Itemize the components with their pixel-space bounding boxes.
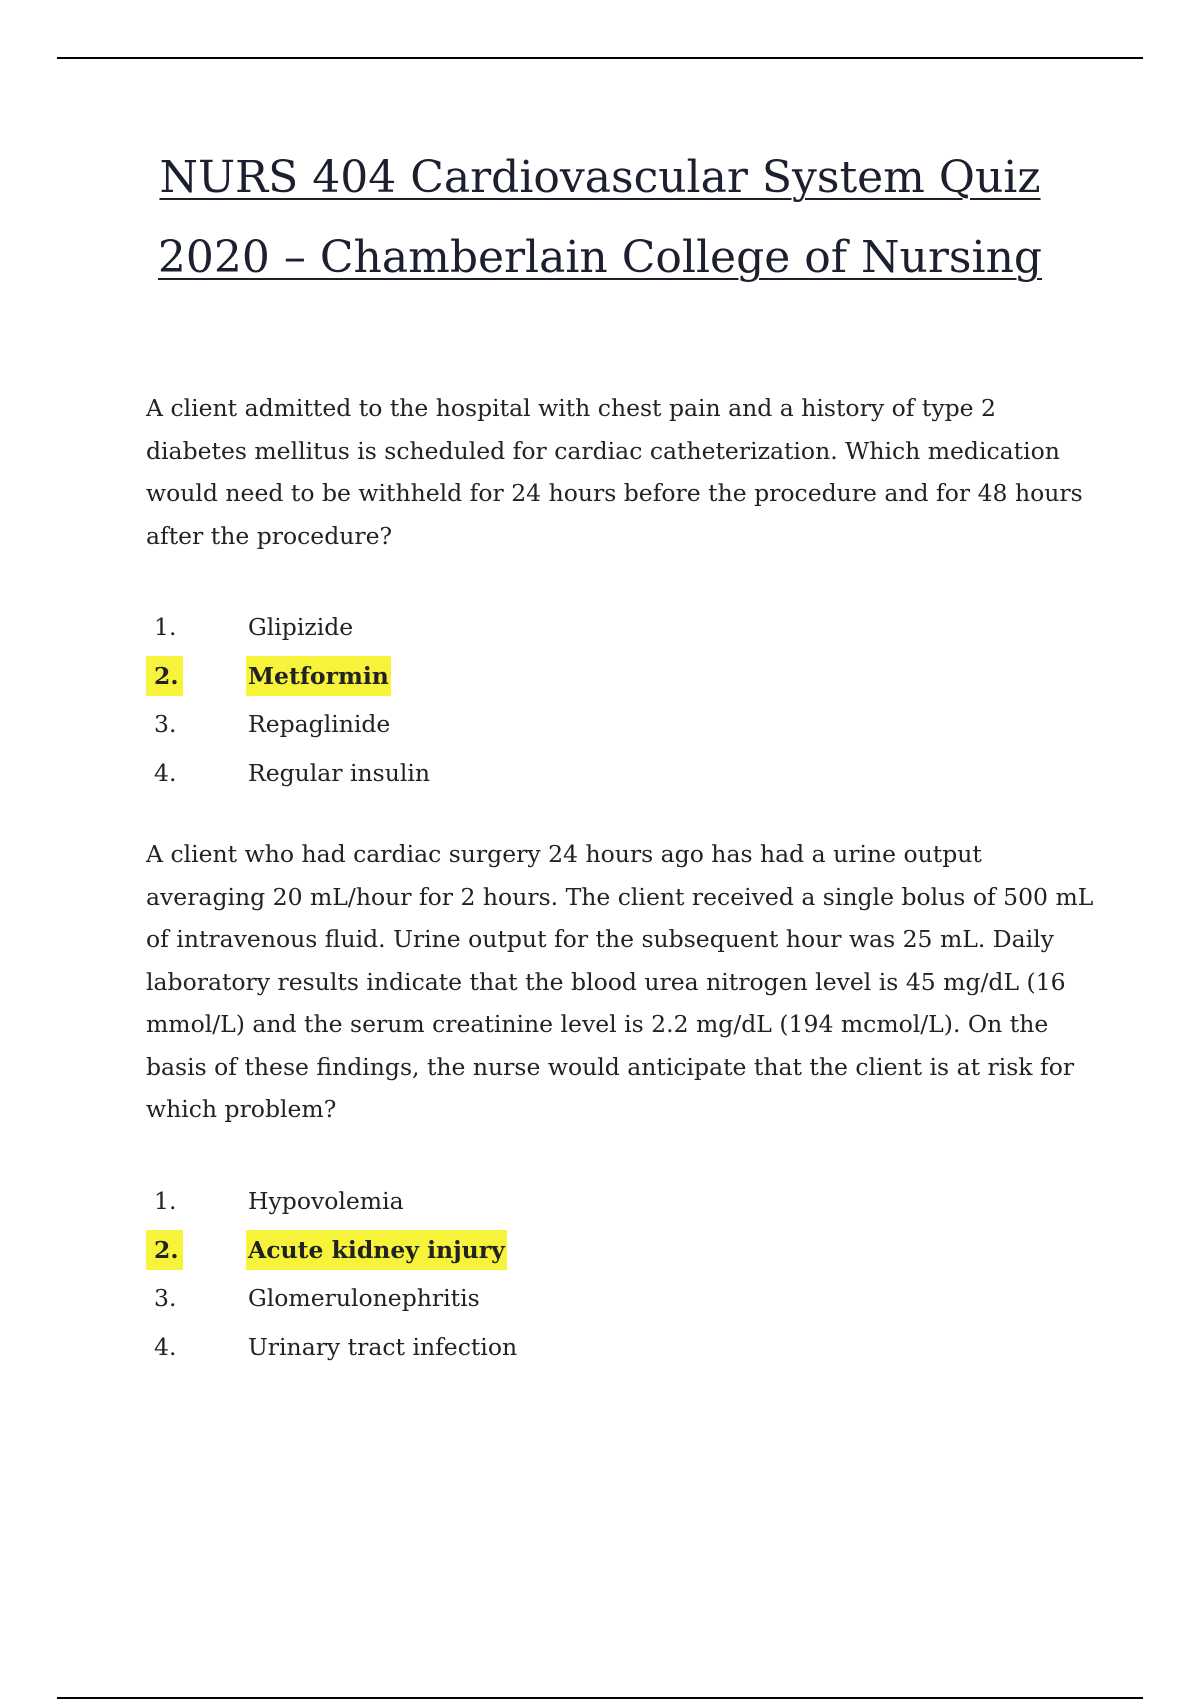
page-title [100,138,1100,298]
option-text: Hypovolemia [248,1187,404,1215]
question-1-option-1 [146,607,1046,656]
footer-rule [57,1697,1143,1699]
option-number: 3. [154,1284,177,1313]
question-2-option-4 [146,1327,1046,1376]
title-line-2: 2020 – Chamberlain College of Nursing [157,232,1043,283]
option-number: 4. [154,758,177,787]
question-1-option-4 [146,753,1046,802]
question-2-text: A client who had cardiac surgery 24 hours ago has had a urine output averaging 20 mL/hour for 2 hours. The client received a single bolus of 500 mL of intravenous fluid. Urine output for the subsequent hour was 25 mL. Daily laboratory results indicate that the blood urea nitrogen level is 45 mg/dL (16 mmol/L) and the serum creatinine level is 2.2 mg/dL (194 mcmol/L). On the basis of these findings, the nurse would anticipate that the client is at risk for which problem? [146,840,1094,1123]
option-number: 4. [154,1332,177,1361]
question-1-option-2-correct [146,656,1046,705]
option-text: Glipizide [248,613,354,641]
option-number: 2. [146,656,183,696]
option-number: 3. [154,710,177,739]
question-2-option-3 [146,1278,1046,1327]
question-2-options [146,1181,1046,1375]
option-number: 1. [154,1187,177,1215]
question-1-text: A client admitted to the hospital with chest pain and a history of type 2 diabetes mellitus is scheduled for cardiac catheterization. Which medication would need to be withheld for 24 hours before the procedure and for 48 hours after the procedure? [146,394,1083,550]
question-1-option-3 [146,704,1046,753]
option-text: Acute kidney injury [246,1230,507,1270]
header-rule [57,57,1143,59]
option-text: Glomerulonephritis [248,1284,480,1313]
question-1-options [146,607,1046,801]
option-text: Urinary tract infection [248,1332,518,1361]
title-line-1: NURS 404 Cardiovascular System Quiz [159,152,1041,203]
question-2-option-2-correct [146,1230,1046,1279]
option-text: Regular insulin [248,758,431,787]
option-text: Repaglinide [248,710,391,739]
option-number: 1. [154,613,177,641]
question-2-option-1 [146,1181,1046,1230]
option-number: 2. [146,1230,183,1270]
option-text: Metformin [246,656,391,696]
